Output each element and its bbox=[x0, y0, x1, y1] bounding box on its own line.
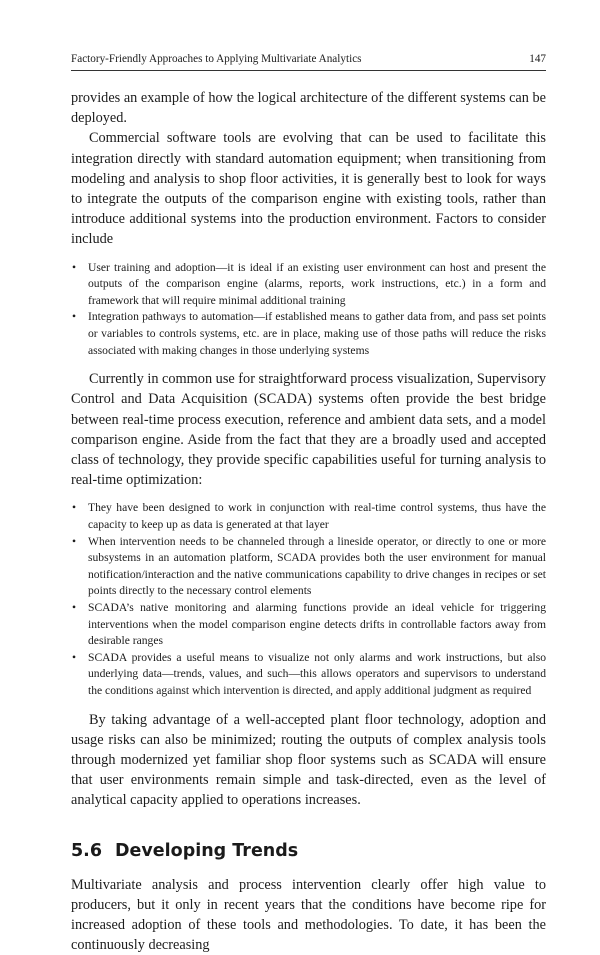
list-item bbox=[71, 534, 546, 600]
bullet-icon: • bbox=[72, 501, 77, 515]
body-text bbox=[71, 88, 546, 955]
paragraph: Multivariate analysis and process intervention clearly offer high value to producers, but it only in recent years that the conditions have become ripe for increased adoption of these tools and methodologies. To date, it has been the continuously decreasing bbox=[71, 876, 546, 954]
section-heading bbox=[71, 839, 546, 863]
paragraph: provides an example of how the logical architecture of the different systems can be deployed. bbox=[71, 90, 546, 127]
section-title: Developing Trends bbox=[115, 840, 299, 861]
list-item bbox=[71, 260, 546, 310]
list-item-text: SCADA’s native monitoring and alarming functions provide an ideal vehicle for triggering interventions when the model comparison engine detects drifts in controllable factors away from desirable ranges bbox=[88, 600, 546, 648]
list-item bbox=[71, 309, 546, 359]
bullet-list-integration-factors bbox=[71, 260, 546, 360]
running-head-title: Factory-Friendly Approaches to Applying Multivariate Analytics bbox=[71, 53, 362, 65]
list-item-text: User training and adoption—it is ideal if an existing user environment can host and present the outputs of the comparison engine (alarms, reports, work instructions, etc.) in a form and framework that will require minimal additional training bbox=[88, 260, 546, 307]
list-item-text: They have been designed to work in conjunction with real-time control systems, thus have the capacity to keep up as data is generated at that layer bbox=[88, 501, 546, 531]
list-item bbox=[71, 600, 546, 650]
paragraph: By taking advantage of a well-accepted plant floor technology, adoption and usage risks can also be minimized; routing the outputs of complex analysis tools through modernized yet familiar shop floor systems such as SCADA will ensure that user environments remain simple and task-directed, even as the level of analytical capacity applied to operations increases. bbox=[71, 711, 546, 809]
list-item-text: When intervention needs to be channeled through a lineside operator, or directly to one or more subsystems in an automation platform, SCADA provides both the user environment for manual notification/interaction and the native communications capability to drive changes in recipes or set points directly to the necessary control elements bbox=[88, 534, 546, 598]
list-item-text: Integration pathways to automation—if established means to gather data from, and pass set points or variables to controls systems, etc. are in place, making use of those paths will reduce the risks associated with making changes in those underlying systems bbox=[88, 310, 546, 357]
list-item bbox=[71, 500, 546, 533]
list-item-text: SCADA provides a useful means to visualize not only alarms and work instructions, but also underlying data—trends, values, and such—this allows operators and supervisors to understand the conditions against which intervention is directed, and apply additional judgment as required bbox=[88, 650, 546, 697]
bullet-icon: • bbox=[72, 260, 77, 274]
paragraph: Commercial software tools are evolving that can be used to facilitate this integration directly with standard automation equipment; when transitioning from modeling and analysis to shop floor activities, it is generally best to look for ways to integrate the outputs of the comparison engine with existing tools, rather than introduce additional systems into the production environment. Factors to consider include bbox=[71, 130, 546, 248]
list-item bbox=[71, 650, 546, 700]
running-head bbox=[71, 52, 546, 71]
bullet-icon: • bbox=[72, 534, 77, 548]
bullet-icon: • bbox=[72, 650, 77, 664]
bullet-icon: • bbox=[72, 310, 77, 324]
bullet-icon: • bbox=[72, 600, 77, 614]
bullet-list-scada-capabilities bbox=[71, 500, 546, 699]
paragraph: Currently in common use for straightforward process visualization, Supervisory Control and Data Acquisition (SCADA) systems often provide the best bridge between real-time process execution, reference and ambient data sets, and a model comparison engine. Aside from the fact that they are a broadly used and accepted class of technology, they provide specific capabilities useful for turning analysis to real-time optimization: bbox=[71, 371, 547, 489]
document-page bbox=[71, 52, 546, 955]
page-number: 147 bbox=[529, 53, 546, 65]
section-number: 5.6 bbox=[71, 840, 103, 861]
